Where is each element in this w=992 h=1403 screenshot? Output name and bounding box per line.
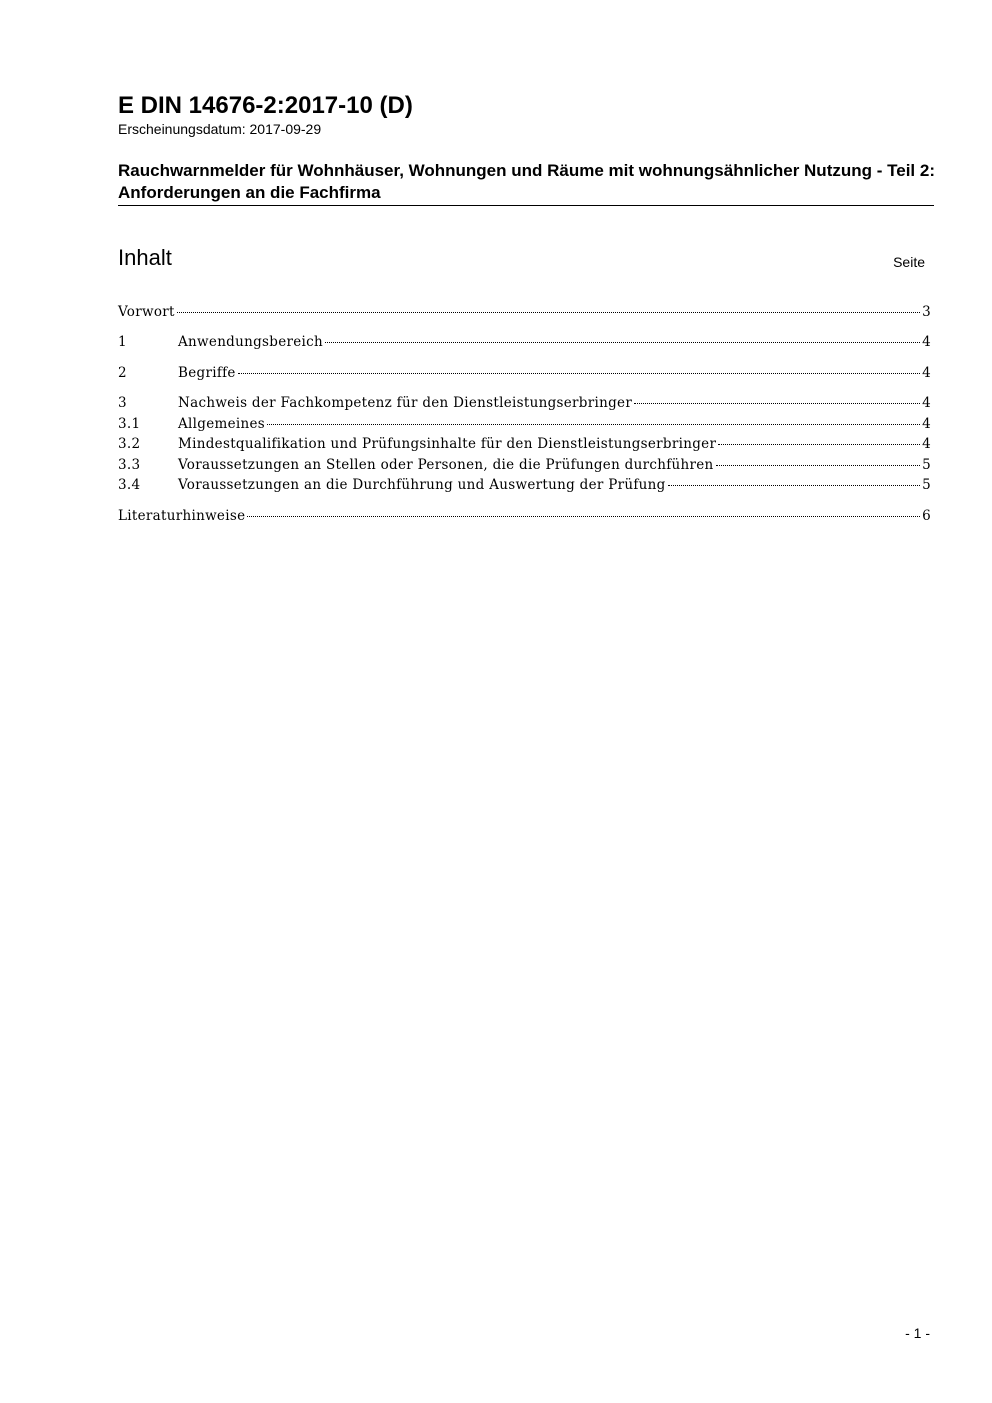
toc-entry-3[interactable] — [118, 393, 931, 413]
publication-date: Erscheinungsdatum: 2017-09-29 — [118, 121, 322, 137]
toc-entry-number: 3.2 — [118, 436, 141, 452]
toc-leader — [247, 516, 920, 517]
toc-entry-number: 2 — [118, 365, 127, 381]
toc-entry-title: Literaturhinweise — [118, 508, 246, 524]
toc-entry-vorwort[interactable] — [118, 302, 931, 322]
toc-entry-number: 3 — [118, 395, 127, 411]
toc-entry-number: 3.3 — [118, 457, 141, 473]
document-title: Rauchwarnmelder für Wohnhäuser, Wohnungen und Räume mit wohnungsähnlicher Nutzung - Teil 2: Anforderungen an die Fachfirma — [118, 161, 935, 202]
toc-entry-number: 1 — [118, 334, 127, 350]
toc-leader — [718, 444, 920, 445]
page-number: - 1 - — [905, 1325, 930, 1341]
title-divider — [118, 205, 934, 206]
toc-leader — [267, 424, 920, 425]
toc-entry-literaturhinweise[interactable] — [118, 506, 931, 526]
toc-leader — [668, 485, 921, 486]
toc-entry-title: Voraussetzungen an Stellen oder Personen, die die Prüfungen durchführen — [178, 457, 714, 473]
toc-entry-title: Nachweis der Fachkompetenz für den Dienstleistungserbringer — [178, 395, 633, 411]
toc-entry-page: 4 — [922, 416, 931, 432]
toc-leader — [716, 465, 921, 466]
toc-entry-3-3[interactable] — [118, 455, 931, 475]
toc-entry-page: 4 — [922, 436, 931, 452]
toc-entry-3-4[interactable] — [118, 475, 931, 495]
toc-entry-title: Voraussetzungen an die Durchführung und Auswertung der Prüfung — [178, 477, 666, 493]
toc-entry-2[interactable] — [118, 363, 931, 383]
toc-entry-number: 3.1 — [118, 416, 141, 432]
toc-leader — [634, 403, 920, 404]
toc-leader — [325, 342, 920, 343]
toc-entry-title: Begriffe — [178, 365, 236, 381]
toc-heading: Inhalt — [118, 245, 172, 270]
toc-entry-page: 3 — [922, 304, 931, 320]
toc-entry-3-1[interactable] — [118, 414, 931, 434]
toc-leader — [177, 312, 920, 313]
document-id: E DIN 14676-2:2017-10 (D) — [118, 92, 413, 119]
toc-entry-3-2[interactable] — [118, 434, 931, 454]
toc-entry-page: 5 — [922, 477, 931, 493]
toc-entry-1[interactable] — [118, 332, 931, 352]
toc-entry-page: 5 — [922, 457, 931, 473]
toc-entry-page: 4 — [922, 395, 931, 411]
toc-entry-title: Mindestqualifikation und Prüfungsinhalte für den Dienstleistungserbringer — [178, 436, 717, 452]
toc-entry-page: 6 — [922, 508, 931, 524]
toc-entry-title: Vorwort — [118, 304, 175, 320]
toc-entry-title: Allgemeines — [178, 416, 266, 432]
toc-entry-number: 3.4 — [118, 477, 141, 493]
toc-entry-title: Anwendungsbereich — [178, 334, 324, 350]
toc-page-column-label: Seite — [893, 254, 925, 270]
toc-leader — [238, 373, 920, 374]
toc-entry-page: 4 — [922, 365, 931, 381]
toc-entry-page: 4 — [922, 334, 931, 350]
